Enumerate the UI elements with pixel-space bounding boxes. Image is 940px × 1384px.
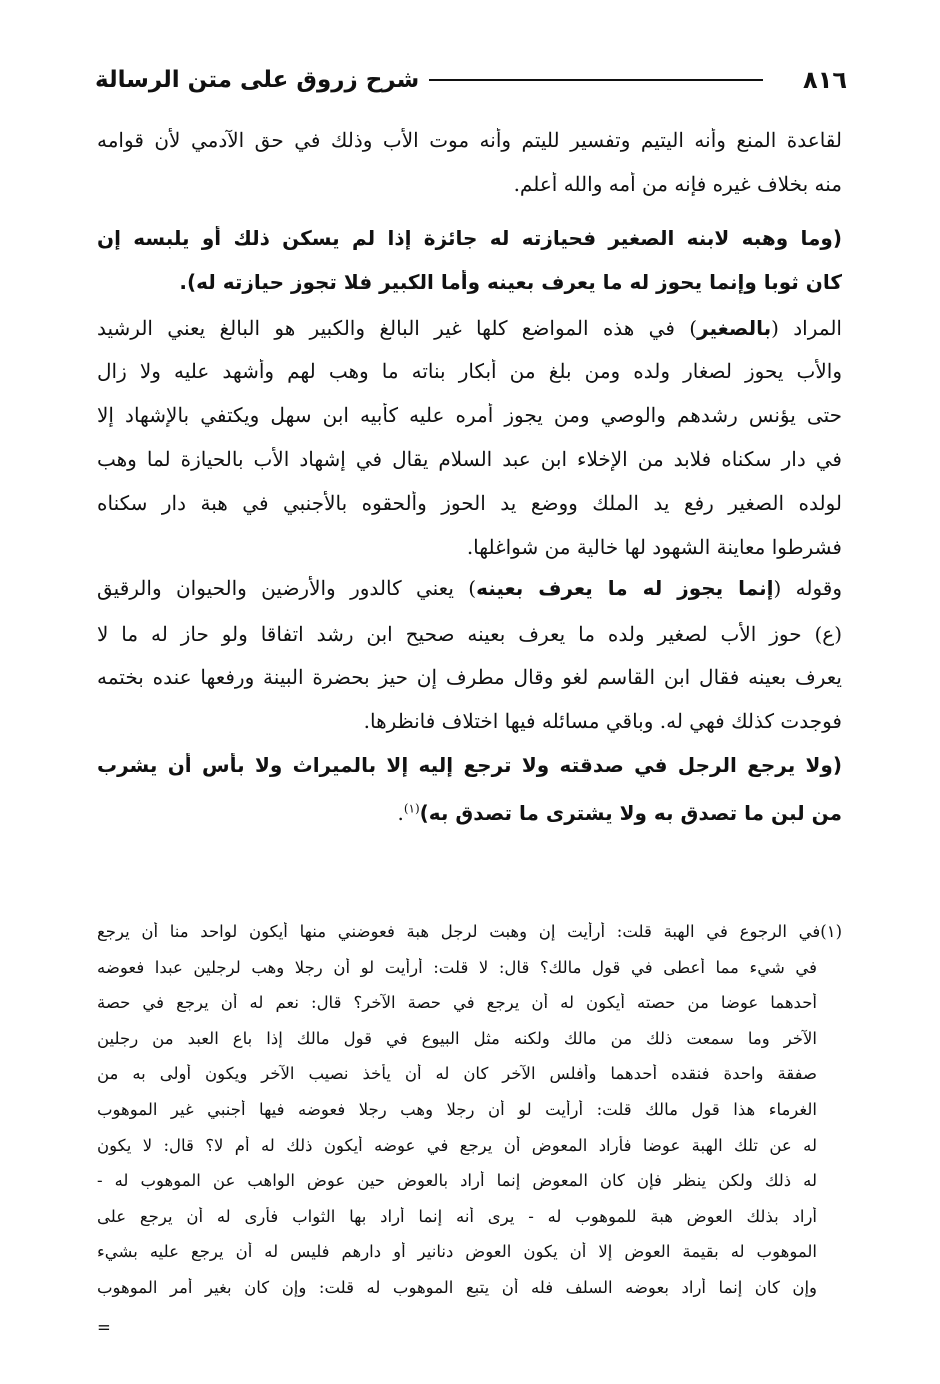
text-segment: حتى يؤنس رشدهم والوصي ومن يجوز أمره عليه كأبيه ابن سهل ويكتفي بالإشهاد إلا xyxy=(97,403,842,427)
footnote-line: أراد بذلك العوض هبة للموهوب له - يرى أنه إنما أراد بها الثواب فأرى له أن يرجع على xyxy=(97,1206,817,1226)
text-segment: فشرطوا معاينة الشهود لها خالية من شواغلها. xyxy=(466,535,842,559)
text-line xyxy=(97,403,842,427)
footnote-line: في شيء مما أعطى في قول مالك؟ قال: لا قلت: أرأيت لو أن رجلا وهب لرجلين عبدا فعوضه xyxy=(97,957,817,977)
text-line xyxy=(97,801,842,825)
text-segment: لولده الصغير رفع يد الملك ووضع يد الحوز وألحقوه بالأجنبي في هبة دار سكناه xyxy=(97,491,842,515)
text-segment: لقاعدة المنع وأنه اليتيم وتفسير لليتم وأنه موت الأب وذلك في حق الآدمي لأن قوامه xyxy=(97,128,842,152)
text-segment: وقوله ( xyxy=(773,576,842,600)
bold-matn-text: بالصغير xyxy=(697,316,772,340)
footnote-line: (١)في الرجوع في الهبة قلت: أرأيت إن وهبت لرجل هبة فعوضني منها أيكون لواحد منا أن يرجع xyxy=(97,922,842,941)
text-line xyxy=(97,622,842,646)
text-segment: والأب يحوز لصغار ولده ومن بلغ من أبكار بناته ما وهب لهم وأشهد عليه ولا زال xyxy=(97,359,842,383)
text-line xyxy=(97,665,842,689)
text-segment: في دار سكناه فلابد من الإخلاء ابن عبد السلام يقال في إشهاد الأب بالحيازة لما وهب xyxy=(97,447,842,471)
bold-matn-text: كان ثوبا وإنما يحوز له ما يعرف بعينه وأما الكبير فلا تجوز حيازته له). xyxy=(179,270,842,294)
header-rule xyxy=(429,79,763,81)
running-header xyxy=(95,60,847,100)
footnote-line: له ذلك ولكن ينظر فإن كان المعوض إنما أراد بالعوض حين عوض الواهب عن الموهوب له - xyxy=(97,1171,817,1191)
text-segment: (ع) حوز الأب لصغير ولده ما يعرف بعينه صحيح ابن رشد اتفاقا ولو حاز له ما لا xyxy=(97,622,842,646)
bold-matn-text: إنما يجوز له ما يعرف بعينه xyxy=(476,576,774,600)
footnote-ref: (١) xyxy=(403,801,420,816)
footnote-line: أحدهما عوضا من حصته أيكون له أن يرجع في حصة الآخر؟ قال: نعم له أن يرجع في حصة xyxy=(97,993,817,1013)
text-line xyxy=(97,226,842,250)
bold-matn-text: (ولا يرجع الرجل في صدقته ولا ترجع إليه إلا بالميراث ولا بأس أن يشرب xyxy=(97,753,842,777)
footnote-line: الموهوب له بقيمة العوض إلا أن يكون العوض دنانير أو دارهم فليس له أن يرجع عليه بشيء xyxy=(97,1242,817,1262)
text-segment: ) يعني كالدور والأرضين والحيوان والرقيق xyxy=(97,576,477,600)
footnote-line: له عن تلك الهبة عوضا فأراد المعوض أن يرجع في عوضه أيكون ذلك له أم لا؟ قال: لا يكون xyxy=(97,1135,817,1155)
text-segment: فوجدت كذلك فهي له. وباقي مسائله فيها اختلاف فانظرها. xyxy=(363,709,842,733)
text-line xyxy=(97,535,842,559)
text-line xyxy=(97,753,842,777)
text-segment: ) في هذه المواضع كلها غير البالغ والكبير هو البالغ يعني الرشيد xyxy=(97,316,698,340)
text-segment: يعرف بعينه فقال ابن القاسم لغو وقال مطرف إن حيز بحضرة البينة ورفعها عنده بختمه xyxy=(97,665,842,689)
text-line xyxy=(97,316,842,340)
bold-matn-text: (وما وهبه لابنه الصغير فحيازته له جائزة إذا لم يسكن ذلك أو يلبسه إن xyxy=(97,226,842,250)
footnote-line: صفقة واحدة فنقده أحدهما وأفلس الآخر كان له أن يأخذ نصيب الآخر ويكون أولى به من xyxy=(97,1064,817,1084)
text-segment: . xyxy=(397,801,404,825)
footnote-line: الآخر وما سمعت ذلك من مالك ولكنه مثل البيوع في قول مالك إذا باع العبد من رجلين xyxy=(97,1028,817,1048)
text-line xyxy=(97,270,842,294)
text-line xyxy=(97,128,842,152)
text-line xyxy=(97,576,842,600)
footnote-line: = xyxy=(97,1318,111,1337)
footnote-line: الغرماء هذا قول مالك قلت: أرأيت لو أن رجلا وهب رجلا فعوضه فيها أجنبي غير الموهوب xyxy=(97,1100,817,1119)
text-segment: منه بخلاف غيره فإنه من أمه والله أعلم. xyxy=(513,172,842,196)
text-line xyxy=(97,447,842,471)
book-title: شرح زروق على متن الرسالة xyxy=(95,67,420,93)
text-line xyxy=(97,709,842,733)
footnote-line: وإن كان إنما أراد بعوضه السلف فله أن يتبع الموهوب له قلت: وإن كان بغير أمر الموهوب xyxy=(97,1278,817,1297)
text-line xyxy=(97,359,842,383)
text-segment: المراد ( xyxy=(771,316,842,340)
text-line xyxy=(97,172,842,196)
page-number: ٨١٦ xyxy=(803,66,847,94)
text-line xyxy=(97,491,842,515)
bold-matn-text: من لبن ما تصدق به ولا يشترى ما تصدق به) xyxy=(419,801,842,825)
